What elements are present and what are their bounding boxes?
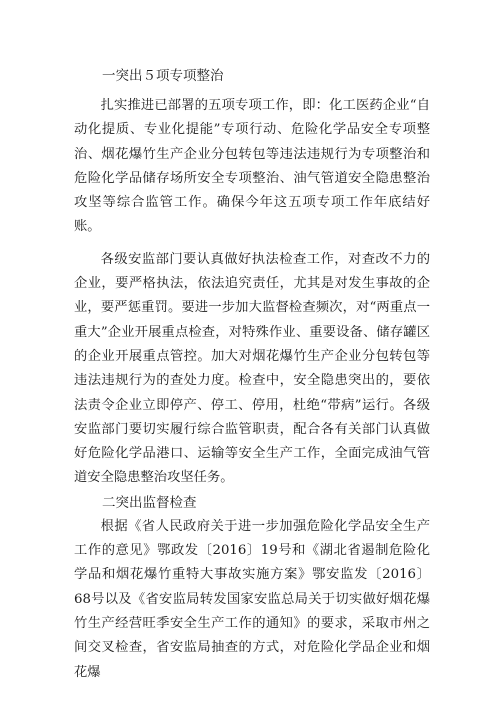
- paragraph-1: 扎实推进已部署的五项专项工作，即：化工医药企业“自动化提质、专业化提能”专项行动、危险化学品安全专项整治、烟花爆竹生产企业分包转包等违法违规行为专项整治和危险化学品储存场所安全专项整治、油气管道安全隐患整治攻坚等综合监管工作。确保今年这五项专项工作年底结好账。: [74, 98, 430, 235]
- paragraph-2: 各级安监部门要认真做好执法检查工作，对查改不力的企业，要严格执法，依法追究责任，尤其是对发生事故的企业，要严惩重罚。要进一步加大监督检查频次，对“两重点一重大”企业开展重点检查，对特殊作业、重要设备、储存罐区的企业开展重点管控。加大对烟花爆竹生产企业分包转包等违法违规行为的查处力度。检查中，安全隐患突出的，要依法责令企业立即停产、停工、停用，杜绝“带病”运行。各级安监部门要切实履行综合监管职责，配合各有关部门认真做好危险化学品港口、运输等安全生产工作，全面完成油气管道安全隐患整治攻坚任务。: [74, 251, 430, 486]
- section-heading-2: 二突出监督检查: [102, 494, 197, 511]
- section-heading-1: 一突出５项专项整治: [102, 68, 224, 84]
- paragraph-3: 根据《省人民政府关于进一步加强危险化学品安全生产工作的意见》鄂政发〔2016〕19号和《湖北省遏制危险化学品和烟花爆竹重特大事故实施方案》鄂安监发〔2016〕68号以及《省安监局转发国家安监总局关于切实做好烟花爆竹生产经营旺季安全生产工作的通知》的要求，采取市州之间交叉检查，省安监局抽查的方式，对危险化学品企业和烟花爆: [74, 518, 430, 680]
- document-body: [74, 64, 430, 685]
